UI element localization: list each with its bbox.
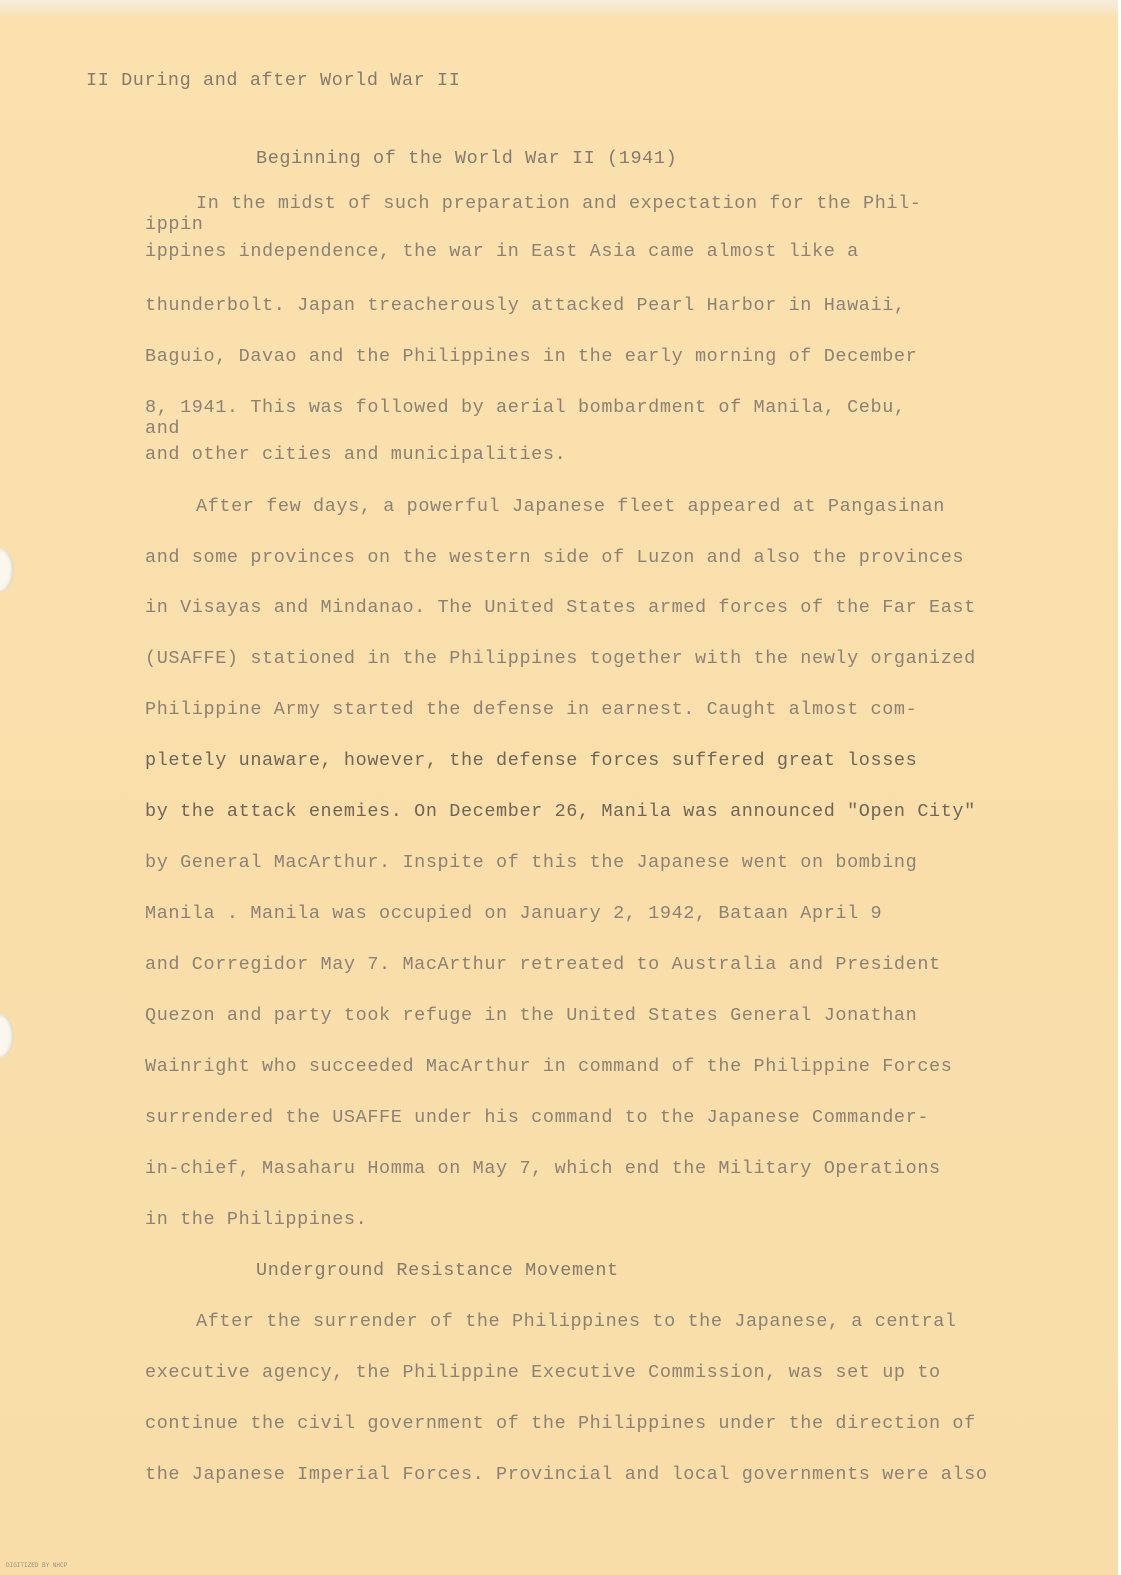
paragraph-line: After the surrender of the Philippines to the Japanese, a central	[196, 1311, 957, 1332]
paragraph-line: by the attack enemies. On December 26, Manila was announced "Open City"	[145, 801, 976, 822]
paragraph-line: continue the civil government of the Philippines under the direction of	[145, 1413, 976, 1434]
paragraph-line: After few days, a powerful Japanese fleet appeared at Pangasinan	[196, 496, 945, 517]
punch-hole-lower	[0, 1014, 14, 1058]
paragraph-line: surrendered the USAFFE under his command to the Japanese Commander-	[145, 1107, 930, 1128]
paragraph-line: thunderbolt. Japan treacherously attacked Pearl Harbor in Hawaii,	[145, 295, 906, 316]
paragraph-line: executive agency, the Philippine Executive Commission, was set up to	[145, 1362, 941, 1383]
paragraph-line: Baguio, Davao and the Philippines in the early morning of December	[145, 346, 918, 367]
paragraph-line: (USAFFE) stationed in the Philippines together with the newly organized	[145, 648, 976, 669]
paragraph-line: ippines independence, the war in East Asia came almost like a	[145, 241, 859, 262]
paragraph-line: Manila . Manila was occupied on January 2, 1942, Bataan April 9	[145, 903, 883, 924]
chapter-heading: II During and after World War II	[86, 70, 461, 91]
paragraph-line: in the Philippines.	[145, 1209, 368, 1230]
paragraph-line: Quezon and party took refuge in the United States General Jonathan	[145, 1005, 918, 1026]
paragraph-line: 8, 1941. This was followed by aerial bombardment of Manila, Cebu,	[145, 397, 906, 418]
section-title-underground-resistance: Underground Resistance Movement	[256, 1260, 619, 1281]
paragraph-line: and	[145, 418, 181, 439]
punch-hole-upper	[0, 548, 14, 592]
paragraph-line: In the midst of such preparation and expectation for the Phil-	[196, 193, 922, 214]
paragraph-line: and other cities and municipalities.	[145, 444, 567, 465]
paragraph-line: by General MacArthur. Inspite of this the Japanese went on bombing	[145, 852, 918, 873]
paragraph-line: ippin	[145, 214, 204, 235]
paragraph-line: and Corregidor May 7. MacArthur retreated to Australia and President	[145, 954, 941, 975]
page-top-edge	[0, 0, 1118, 16]
section-title-beginning-ww2: Beginning of the World War II (1941)	[256, 148, 678, 169]
paragraph-line: pletely unaware, however, the defense forces suffered great losses	[145, 750, 918, 771]
paragraph-line: in-chief, Masaharu Homma on May 7, which end the Military Operations	[145, 1158, 941, 1179]
paragraph-line: and some provinces on the western side of Luzon and also the provinces	[145, 547, 965, 568]
digitization-stamp: DIGITIZED BY NHCP	[6, 1562, 68, 1569]
paragraph-line: Wainright who succeeded MacArthur in command of the Philippine Forces	[145, 1056, 953, 1077]
paragraph-line: Philippine Army started the defense in earnest. Caught almost com-	[145, 699, 918, 720]
paragraph-line: the Japanese Imperial Forces. Provincial and local governments were also	[145, 1464, 988, 1485]
paragraph-line: in Visayas and Mindanao. The United States armed forces of the Far East	[145, 597, 976, 618]
